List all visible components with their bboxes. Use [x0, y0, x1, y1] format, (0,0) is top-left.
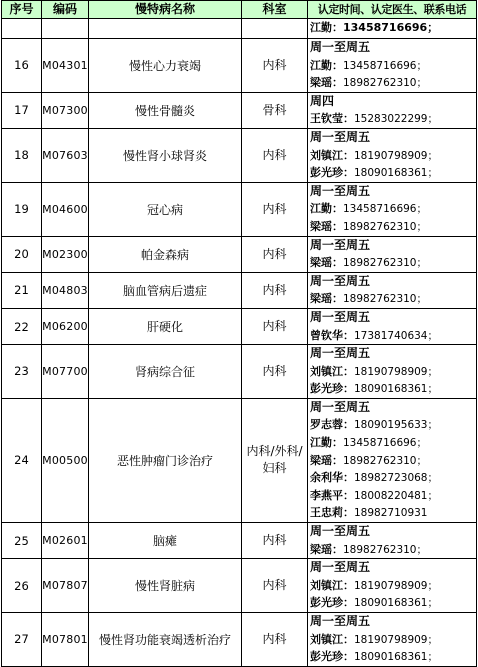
- row-code: M07700: [42, 345, 89, 399]
- doctor-phone: 18982710931: [354, 507, 428, 520]
- table-row: [2, 523, 477, 559]
- doctor-line: [310, 541, 476, 559]
- doctor-name: 梁瑶：: [310, 256, 343, 270]
- row-disease-name: 肝硬化: [89, 308, 242, 344]
- doctor-line: [310, 110, 476, 128]
- doctor-phone: 13458716696；: [343, 59, 427, 72]
- row-code: M04301: [42, 39, 89, 93]
- partial-row: [2, 19, 477, 39]
- doctor-phone: 18090168361；: [354, 597, 438, 610]
- doctor-phone: 18982762310；: [343, 257, 427, 270]
- row-index: 20: [2, 236, 42, 272]
- table-body: [2, 19, 477, 667]
- row-auth-info: [308, 272, 477, 308]
- doctor-name: 王钦莹：: [310, 112, 354, 126]
- doctor-line: [310, 327, 476, 345]
- table-row: [2, 236, 477, 272]
- row-disease-name: 慢性肾小球肾炎: [89, 128, 242, 182]
- doctor-name: 刘镇江：: [310, 148, 354, 162]
- doctor-name: 彭光珍：: [310, 166, 354, 180]
- doctor-phone: 18982762310；: [343, 454, 427, 467]
- doctor-name: 曾钦华：: [310, 328, 354, 342]
- doctor-phone: 18982762310；: [343, 77, 427, 90]
- row-index: 23: [2, 345, 42, 399]
- table-row: [2, 39, 477, 93]
- doctor-name: 梁瑶：: [310, 76, 343, 90]
- row-code: M07801: [42, 613, 89, 667]
- partial-code-cell: [42, 19, 89, 39]
- doctor-line: [310, 577, 476, 595]
- row-index: 27: [2, 613, 42, 667]
- doctor-phone: 18982762310；: [343, 220, 427, 233]
- doctor-line: [310, 504, 476, 522]
- row-index: 19: [2, 182, 42, 236]
- table-row: [2, 308, 477, 344]
- row-disease-name: 肾病综合征: [89, 345, 242, 399]
- doctor-name: 彭光珍：: [310, 596, 354, 610]
- row-index: 17: [2, 92, 42, 128]
- row-index: 16: [2, 39, 42, 93]
- auth-schedule: 周一至周五: [310, 560, 371, 575]
- doctor-line: [310, 254, 476, 272]
- row-auth-info: [308, 308, 477, 344]
- row-auth-info: [308, 398, 477, 522]
- doctor-name: 梁瑶：: [310, 542, 343, 556]
- auth-schedule: 周一至周五: [310, 524, 371, 539]
- row-disease-name: 慢性肾功能衰竭透析治疗: [89, 613, 242, 667]
- row-auth-info: [308, 128, 477, 182]
- doctor-phone: 18190798909；: [354, 365, 438, 378]
- auth-schedule: 周一至周五: [310, 346, 371, 361]
- table-row: [2, 345, 477, 399]
- row-disease-name: 慢性心力衰竭: [89, 39, 242, 93]
- row-department: 内科: [242, 182, 308, 236]
- doctor-line: [310, 19, 476, 37]
- row-code: M00500: [42, 398, 89, 522]
- row-auth-info: [308, 523, 477, 559]
- partial-index-cell: [2, 19, 42, 39]
- header-row: [2, 1, 477, 19]
- header-dept: 科室: [242, 1, 308, 19]
- doctor-phone: 15283022299；: [354, 113, 438, 126]
- table-row: [2, 613, 477, 667]
- row-department: 内科: [242, 236, 308, 272]
- header-disease: 慢特病名称: [89, 1, 242, 19]
- table-row: [2, 398, 477, 522]
- header-auth: 认定时间、认定医生、联系电话: [308, 1, 477, 19]
- auth-schedule: 周一至周五: [310, 129, 371, 144]
- doctor-name: 余利华：: [310, 471, 354, 485]
- header-code: 编码: [42, 1, 89, 19]
- doctor-line: [310, 200, 476, 218]
- doctor-line: [310, 147, 476, 165]
- row-auth-info: [308, 613, 477, 667]
- doctor-line: [310, 290, 476, 308]
- row-code: M04803: [42, 272, 89, 308]
- table-row: [2, 559, 477, 613]
- row-disease-name: 脑瘫: [89, 523, 242, 559]
- row-code: M07603: [42, 128, 89, 182]
- table-row: [2, 128, 477, 182]
- row-index: 25: [2, 523, 42, 559]
- row-auth-info: [308, 182, 477, 236]
- auth-schedule: 周一至周五: [310, 237, 371, 252]
- doctor-line: [310, 218, 476, 236]
- doctor-name: 江勤：: [310, 58, 343, 72]
- doctor-name: 江勤：: [310, 202, 343, 216]
- auth-schedule: 周一至周五: [310, 40, 371, 54]
- auth-schedule: 周一至周五: [310, 273, 371, 288]
- row-department: 内科: [242, 272, 308, 308]
- row-index: 24: [2, 398, 42, 522]
- doctor-phone: 18982762310；: [343, 543, 427, 556]
- doctor-line: [310, 594, 476, 612]
- doctor-name: 江勤：: [310, 436, 343, 450]
- row-auth-info: [308, 92, 477, 128]
- doctor-name: 梁瑶：: [310, 292, 343, 306]
- row-index: 18: [2, 128, 42, 182]
- doctor-name: 刘镇江：: [310, 578, 354, 592]
- doctor-phone: 18008220481；: [354, 489, 438, 502]
- auth-schedule: 周一至周五: [310, 614, 371, 628]
- row-department: 内科: [242, 613, 308, 667]
- doctor-line: [310, 469, 476, 487]
- row-department: 骨科: [242, 92, 308, 128]
- row-index: 26: [2, 559, 42, 613]
- row-auth-info: [308, 559, 477, 613]
- row-code: M02300: [42, 236, 89, 272]
- partial-disease-cell: [89, 19, 242, 39]
- doctor-phone: 18190798909；: [354, 149, 438, 162]
- doctor-phone: 17381740634；: [354, 329, 438, 342]
- row-disease-name: 慢性肾脏病: [89, 559, 242, 613]
- doctor-line: [310, 57, 476, 75]
- doctor-name: 梁瑶：: [310, 453, 343, 467]
- doctor-name: 罗志蓉：: [310, 418, 354, 432]
- row-disease-name: 帕金森病: [89, 236, 242, 272]
- row-code: M02601: [42, 523, 89, 559]
- row-department: 内科/外科/妇科: [242, 398, 308, 522]
- row-disease-name: 脑血管病后遗症: [89, 272, 242, 308]
- auth-schedule: 周一至周五: [310, 183, 371, 198]
- doctor-line: [310, 487, 476, 505]
- row-department: 内科: [242, 523, 308, 559]
- doctor-phone: 18982723068；: [354, 472, 438, 485]
- table-row: [2, 272, 477, 308]
- doctor-line: [310, 648, 476, 666]
- doctor-line: [310, 434, 476, 452]
- doctor-phone: 18090195633；: [354, 419, 438, 432]
- doctor-line: [310, 452, 476, 470]
- row-department: 内科: [242, 39, 308, 93]
- doctor-line: [310, 164, 476, 182]
- partial-auth-cell: [308, 19, 477, 39]
- partial-dept-cell: [242, 19, 308, 39]
- row-index: 22: [2, 308, 42, 344]
- row-index: 21: [2, 272, 42, 308]
- doctor-phone: 13458716696；: [343, 437, 427, 450]
- auth-schedule: 周四: [310, 93, 335, 108]
- auth-schedule: 周一至周五: [310, 309, 371, 324]
- doctor-name: 李燕平：: [310, 488, 354, 502]
- row-code: M07807: [42, 559, 89, 613]
- doctor-name: 彭光珍：: [310, 382, 354, 396]
- row-department: 内科: [242, 128, 308, 182]
- chronic-disease-table: [1, 0, 477, 667]
- doctor-line: [310, 363, 476, 381]
- doctor-name: 彭光珍：: [310, 650, 354, 664]
- table-row: [2, 92, 477, 128]
- doctor-line: [310, 631, 476, 649]
- row-code: M04600: [42, 182, 89, 236]
- doctor-phone: 18190798909；: [354, 633, 438, 646]
- doctor-name: 王忠莉：: [310, 506, 354, 520]
- row-auth-info: [308, 345, 477, 399]
- table-row: [2, 182, 477, 236]
- row-code: M07300: [42, 92, 89, 128]
- row-disease-name: 冠心病: [89, 182, 242, 236]
- row-code: M06200: [42, 308, 89, 344]
- header-index: 序号: [2, 1, 42, 19]
- doctor-name: 梁瑶：: [310, 219, 343, 233]
- row-department: 内科: [242, 308, 308, 344]
- doctor-phone: 18982762310；: [343, 293, 427, 306]
- row-department: 内科: [242, 559, 308, 613]
- doctor-phone: 18090168361；: [354, 383, 438, 396]
- row-department: 内科: [242, 345, 308, 399]
- row-auth-info: [308, 39, 477, 93]
- row-disease-name: 恶性肿瘤门诊治疗: [89, 398, 242, 522]
- auth-schedule: 周一至周五: [310, 399, 371, 414]
- doctor-phone: 18090168361；: [354, 167, 438, 180]
- doctor-name: 刘镇江：: [310, 364, 354, 378]
- doctor-line: [310, 416, 476, 434]
- row-disease-name: 慢性骨髓炎: [89, 92, 242, 128]
- row-auth-info: [308, 236, 477, 272]
- doctor-phone: 18190798909；: [354, 579, 438, 592]
- doctor-line: [310, 74, 476, 92]
- doctor-line-text: 江勤：13458716696；: [310, 21, 439, 34]
- doctor-line: [310, 380, 476, 398]
- doctor-phone: 18090168361；: [354, 651, 438, 664]
- doctor-name: 刘镇江：: [310, 632, 354, 646]
- doctor-phone: 13458716696；: [343, 203, 427, 216]
